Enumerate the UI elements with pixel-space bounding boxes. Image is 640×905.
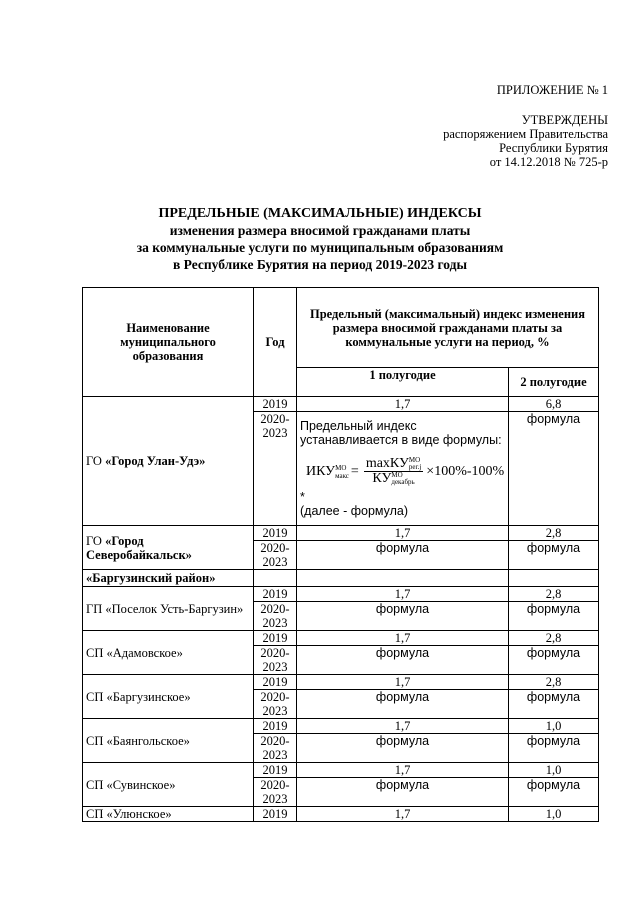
row-half-1: формула [297,602,509,631]
row-year: 2020-2023 [254,602,297,631]
row-half-2: 2,8 [509,587,599,602]
section-name: «Баргузинский район» [83,570,254,587]
table-row [83,526,599,541]
formula-note: (далее - формула) [300,504,409,518]
header-half-1: 1 полугодие [297,368,509,397]
row-half-1: 1,7 [297,397,509,412]
row-year: 2020-2023 [254,778,297,807]
row-half-1: 1,7 [297,675,509,690]
table-row [83,807,599,822]
row-half-2: формула [509,541,599,570]
row-year: 2019 [254,631,297,646]
table-row [83,675,599,690]
formula-cell [297,412,509,526]
row-half-2: 1,0 [509,763,599,778]
table-header-row [83,288,599,368]
row-half-1: формула [297,646,509,675]
row-name: СП «Баянгольское» [83,719,254,763]
row-half-1: формула [297,690,509,719]
title-line-3: за коммунальные услуги по муниципальным образованиям [136,240,504,255]
row-half-1: формула [297,734,509,763]
header-year: Год [254,288,297,397]
row-half-2: формула [509,646,599,675]
row-half-1: 1,7 [297,807,509,822]
approval-line-3: от 14.12.2018 № 725-р [489,155,608,169]
row-half-2: формула [509,690,599,719]
row-half-2: формула [509,778,599,807]
row-year: 2019 [254,807,297,822]
row-half-2: формула [509,412,599,526]
row-half-2: 1,0 [509,719,599,734]
row-name: ГО «Город Северобайкальск» [83,526,254,570]
header-half-2: 2 полугодие [509,368,599,397]
approval-line-2: Республики Бурятия [499,141,608,155]
row-year: 2019 [254,675,297,690]
indices-table [82,287,599,822]
row-year: 2020-2023 [254,734,297,763]
row-half-1: 1,7 [297,631,509,646]
row-year: 2019 [254,397,297,412]
approval-line-1: распоряжением Правительства [443,127,608,141]
header-name: Наименование муниципального образования [83,288,254,397]
formula-intro: Предельный индекс устанавливается в виде формулы: [300,419,502,447]
row-half-1: 1,7 [297,587,509,602]
title-line-2: изменения размера вносимой гражданами платы [169,223,471,238]
section-row [83,570,599,587]
row-year: 2020-2023 [254,541,297,570]
table-row [83,719,599,734]
table-row [83,397,599,412]
row-half-2: формула [509,734,599,763]
row-year: 2019 [254,526,297,541]
row-year: 2020-2023 [254,412,297,526]
row-name: СП «Баргузинское» [83,675,254,719]
table-row [83,631,599,646]
title-line-1: ПРЕДЕЛЬНЫЕ (МАКСИМАЛЬНЫЕ) ИНДЕКСЫ [158,206,482,221]
formula-star: * [300,490,305,504]
row-year: 2019 [254,763,297,778]
row-half-2: 1,0 [509,807,599,822]
row-year: 2019 [254,719,297,734]
row-half-2: 2,8 [509,526,599,541]
row-half-1: 1,7 [297,526,509,541]
row-name: ГО «Город Улан-Удэ» [83,397,254,526]
approval-block [443,113,608,169]
row-name: ГП «Поселок Усть-Баргузин» [83,587,254,631]
table-row [83,763,599,778]
table-row [83,587,599,602]
row-half-2: 2,8 [509,675,599,690]
row-name: СП «Улюнское» [83,807,254,822]
row-half-1: формула [297,541,509,570]
appendix-label: ПРИЛОЖЕНИЕ № 1 [496,83,608,97]
row-year: 2020-2023 [254,646,297,675]
row-half-1: 1,7 [297,763,509,778]
row-year: 2020-2023 [254,690,297,719]
row-half-1: 1,7 [297,719,509,734]
approved-label: УТВЕРЖДЕНЫ [521,113,608,127]
row-half-2: 6,8 [509,397,599,412]
document-header [497,83,608,97]
row-half-2: 2,8 [509,631,599,646]
row-year: 2019 [254,587,297,602]
row-name: СП «Сувинское» [83,763,254,807]
row-half-2: формула [509,602,599,631]
formula-expression: ИКУ МО макс = maxКУ МО рег.j КУ МО декабрь ×100%-100% [306,456,505,486]
row-half-1: формула [297,778,509,807]
row-name: СП «Адамовское» [83,631,254,675]
document-title [0,205,640,273]
header-index: Предельный (максимальный) индекс изменения размера вносимой гражданами платы за коммунальные услуги на период, % [297,288,599,368]
title-line-4: в Республике Бурятия на период 2019-2023 годы [173,257,467,272]
